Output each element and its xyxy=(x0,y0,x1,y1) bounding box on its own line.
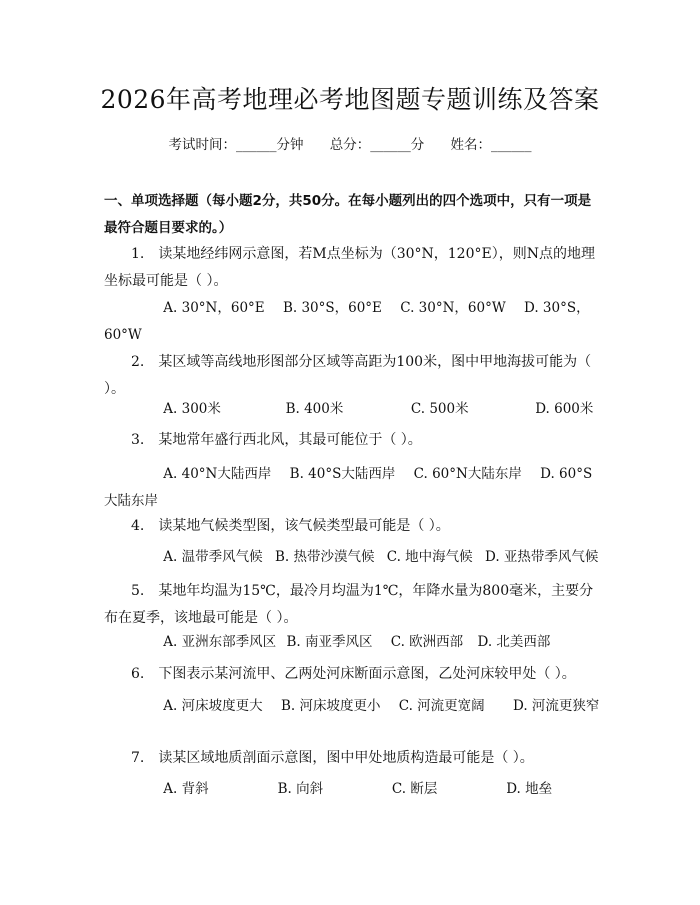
name-field: 姓名：______ xyxy=(450,137,532,153)
question-number: 6. xyxy=(131,666,145,682)
option-c: C. 60°N大陆东岸 xyxy=(413,466,522,482)
question-5-options xyxy=(104,629,602,656)
question-number: 3. xyxy=(131,432,145,448)
page-title: 2026年高考地理必考地图题专题训练及答案 xyxy=(100,85,600,114)
option-d: D. 河流更狭窄 xyxy=(512,698,600,714)
option-d: D. 亚热带季风气候 xyxy=(484,549,599,565)
option-b: B. 400米 xyxy=(285,401,344,417)
option-b: B. 向斜 xyxy=(277,781,324,797)
option-b: B. 40°S大陆西岸 xyxy=(289,466,396,482)
option-d: D. 60°S大陆东岸 xyxy=(104,466,593,509)
option-c: C. 断层 xyxy=(391,781,438,797)
option-b: B. 南亚季风区 xyxy=(286,634,373,650)
question-1 xyxy=(104,241,602,295)
option-a: A. 300米 xyxy=(163,401,221,417)
question-6 xyxy=(104,661,602,688)
question-3-options xyxy=(104,461,602,515)
option-c: C. 河流更宽阔 xyxy=(398,698,485,714)
option-d: D. 30°S，60°W xyxy=(104,300,590,343)
question-number: 5. xyxy=(131,583,145,599)
question-text: 读某地气候类型图，该气候类型最可能是（ ）。 xyxy=(158,518,450,534)
option-d: D. 600米 xyxy=(535,401,594,417)
option-a: A. 温带季风气候 xyxy=(163,549,263,565)
question-4 xyxy=(104,513,602,540)
option-a: A. 30°N，60°E xyxy=(163,300,265,316)
option-a: A. 背斜 xyxy=(163,781,209,797)
question-7 xyxy=(104,745,602,772)
exam-time-field: 考试时间：______分钟 xyxy=(168,137,304,153)
question-number: 1. xyxy=(131,246,145,262)
section-heading: 一、单项选择题（每小题2分，共50分。在每小题列出的四个选项中，只有一项是最符合题目要求的。） xyxy=(104,193,592,236)
question-2 xyxy=(104,349,602,403)
question-4-options xyxy=(104,544,602,571)
question-text: 读某地经纬网示意图，若M点坐标为（30°N，120°E），则N点的地理坐标最可能是（ ）。 xyxy=(104,246,595,289)
question-number: 4. xyxy=(131,518,145,534)
option-a: A. 亚洲东部季风区 xyxy=(163,634,277,650)
question-number: 7. xyxy=(131,750,145,766)
option-a: A. 40°N大陆西岸 xyxy=(163,466,272,482)
option-b: B. 河床坡度更小 xyxy=(280,698,381,714)
question-5 xyxy=(104,578,602,632)
question-3 xyxy=(104,427,602,454)
question-text: 某区域等高线地形图部分区域等高距为100米，图中甲地海拔可能为（ ）。 xyxy=(104,354,592,397)
question-7-options xyxy=(104,776,602,803)
question-text: 读某区域地质剖面示意图，图中甲处地质构造最可能是（ ）。 xyxy=(158,750,534,766)
option-d: D. 北美西部 xyxy=(477,634,551,650)
option-d: D. 地垒 xyxy=(506,781,553,797)
total-score-field: 总分：______分 xyxy=(329,137,425,153)
option-c: C. 地中海气候 xyxy=(386,549,473,565)
option-b: B. 30°S，60°E xyxy=(282,300,382,316)
exam-meta xyxy=(0,133,700,153)
question-text: 下图表示某河流甲、乙两处河床断面示意图，乙处河床较甲处（ ）。 xyxy=(158,666,576,682)
option-c: C. 500米 xyxy=(410,401,469,417)
question-2-options xyxy=(104,396,602,423)
option-c: C. 30°N，60°W xyxy=(400,300,506,316)
option-a: A. 河床坡度更大 xyxy=(163,698,263,714)
question-text: 某地常年盛行西北风，其最可能位于（ ）。 xyxy=(158,432,422,448)
question-6-options xyxy=(104,693,602,720)
option-c: C. 欧洲西部 xyxy=(390,634,464,650)
option-b: B. 热带沙漠气候 xyxy=(274,549,375,565)
question-number: 2. xyxy=(131,354,145,370)
question-1-options xyxy=(104,295,602,349)
question-text: 某地年均温为15℃，最冷月均温为1℃，年降水量为800毫米，主要分布在夏季，该地最可能是（ ）。 xyxy=(104,583,594,626)
